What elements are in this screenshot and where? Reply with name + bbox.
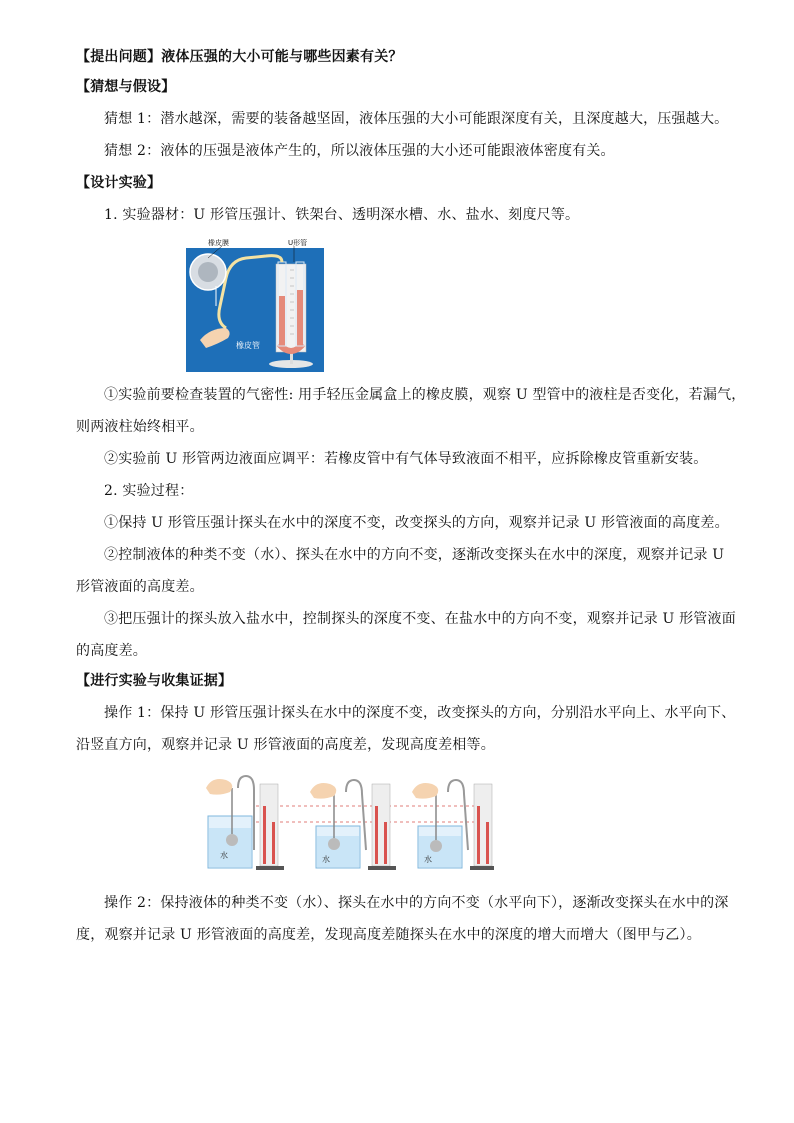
procedure-step-2-b: 形管液面的高度差。: [76, 579, 204, 595]
procedure-step-3-a: ③把压强计的探头放入盐水中，控制探头的深度不变、在盐水中的方向不变，观察并记录 U 形管液面: [104, 611, 736, 627]
label-utube: U形管: [288, 239, 308, 247]
probe-1: [226, 834, 238, 846]
operation-2-b: 度，观察并记录 U 形管液面的高度差，发现高度差随探头在水中的深度的增大而增大（图甲与乙）。: [76, 927, 701, 943]
utube-left-liquid: [279, 296, 285, 346]
stand-base-2: [368, 866, 396, 870]
utube-right-liquid: [297, 290, 303, 346]
operation-1-b: 沿竖直方向，观察并记录 U 形管液面的高度差，发现高度差相等。: [76, 737, 495, 753]
heading-hypothesis: 【猜想与假设】: [76, 79, 176, 95]
water-label-3: 水: [424, 855, 432, 864]
manometer-3-left: [477, 806, 480, 864]
label-membrane: 橡皮膜: [208, 239, 229, 247]
hand-2: [310, 783, 336, 799]
probe-3: [430, 840, 442, 852]
operation-1-a: 操作 1：保持 U 形管压强计探头在水中的深度不变，改变探头的方向，分别沿水平向上、水平向下、: [104, 705, 736, 721]
water-label-1: 水: [220, 851, 228, 860]
leveling-line: ②实验前 U 形管两边液面应调平：若橡皮管中有气体导致液面不相平，应拆除橡皮管重新安装。: [104, 451, 708, 467]
heading-design: 【设计实验】: [76, 175, 162, 191]
heading-experiment: 【进行实验与收集证据】: [76, 673, 233, 689]
manometer-1-left: [263, 806, 266, 864]
stand-base-3: [470, 866, 494, 870]
manometer-1-right: [272, 822, 275, 864]
setup-2: [310, 780, 396, 870]
setup-1: [206, 776, 284, 870]
utube-manometer-figure: [186, 236, 324, 372]
label-hose: 橡皮管: [236, 341, 260, 350]
hand-1: [206, 779, 232, 795]
hypothesis-1: 猜想 1：潜水越深，需要的装备越坚固，液体压强的大小可能跟深度有关，且深度越大，压强越大。: [104, 111, 729, 127]
manometer-3-right: [486, 822, 489, 864]
operation-2-a: 操作 2：保持液体的种类不变（水）、探头在水中的方向不变（水平向下），逐渐改变探头在水中的深: [104, 895, 729, 911]
procedure-step-1: ①保持 U 形管压强计探头在水中的深度不变，改变探头的方向，观察并记录 U 形管液面的高度差。: [104, 515, 729, 531]
manometer-board-1: [260, 784, 278, 866]
hand-3: [412, 783, 438, 799]
heading-question: 【提出问题】液体压强的大小可能与哪些因素有关？: [76, 49, 403, 65]
procedure-step-3-b: 的高度差。: [76, 643, 147, 659]
equipment-line: 1. 实验器材：U 形管压强计、铁架台、透明深水槽、水、盐水、刻度尺等。: [104, 207, 580, 223]
probe-membrane: [198, 262, 218, 282]
hypothesis-2: 猜想 2：液体的压强是液体产生的，所以液体压强的大小还可能跟液体密度有关。: [104, 143, 615, 159]
setup-3: [412, 780, 494, 870]
manometer-board-3: [474, 784, 492, 866]
manometer-2-left: [375, 806, 378, 864]
manometer-board-2: [372, 784, 390, 866]
procedure-step-2-a: ②控制液体的种类不变（水）、探头在水中的方向不变，逐渐改变探头在水中的深度，观察并记录 U: [104, 547, 725, 563]
airtightness-line-1: ①实验前要检查装置的气密性: 用手轻压金属盒上的橡皮膜，观察 U 型管中的液柱是否变化，若漏气，: [104, 387, 746, 403]
three-orientation-figure: [196, 770, 496, 874]
water-1: [209, 828, 251, 867]
stand-base-1: [256, 866, 284, 870]
manometer-2-right: [384, 822, 387, 864]
probe-2: [328, 838, 340, 850]
water-label-2: 水: [322, 855, 330, 864]
airtightness-line-2: 则两液柱始终相平。: [76, 419, 204, 435]
procedure-heading: 2. 实验过程：: [104, 483, 194, 499]
